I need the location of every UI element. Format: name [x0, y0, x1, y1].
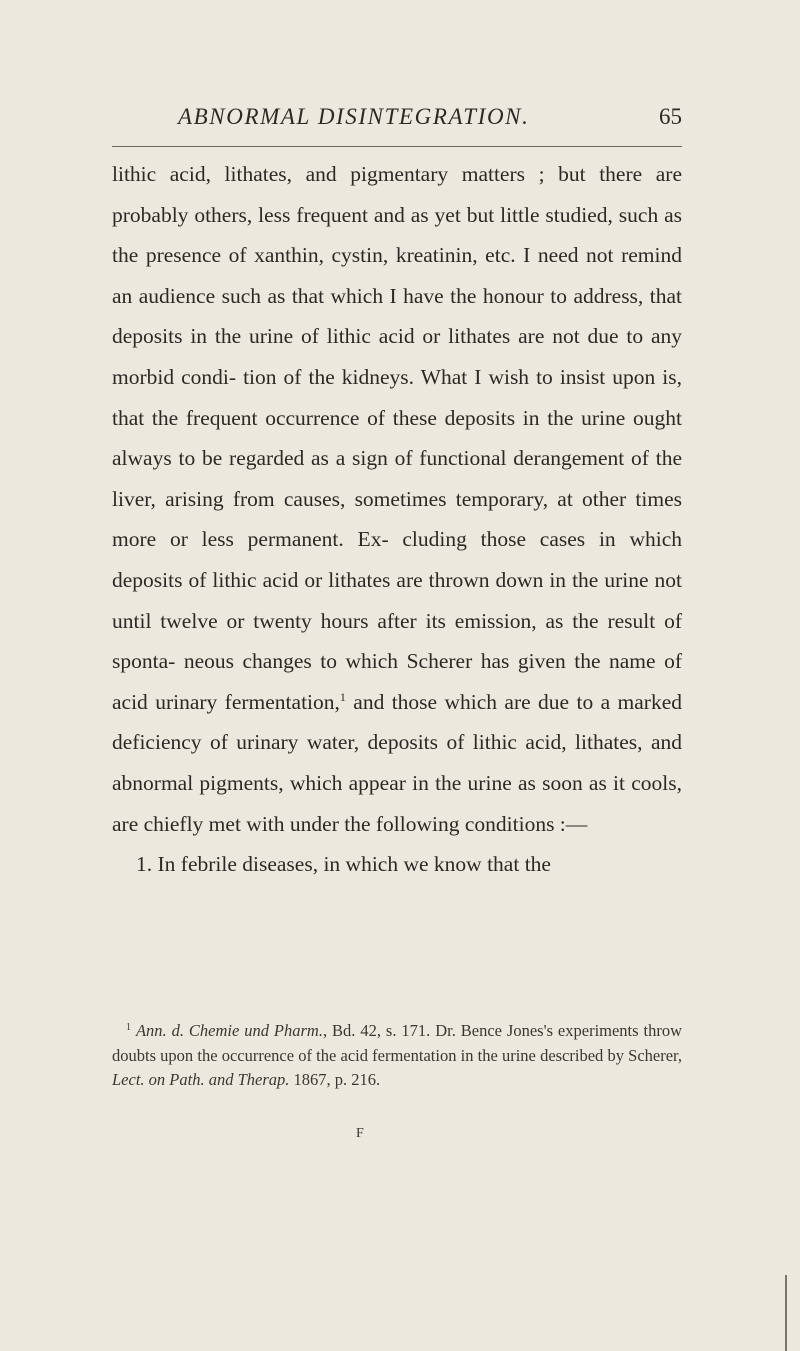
running-title: ABNORMAL DISINTEGRATION.	[178, 104, 530, 129]
footnote-text-end: 1867, p. 216.	[289, 1070, 381, 1089]
header-rule	[112, 146, 682, 147]
footnote-source: Ann. d. Chemie und Pharm.	[135, 1021, 323, 1040]
body-text	[112, 154, 682, 885]
signature-mark: F	[356, 1126, 364, 1141]
page-header	[112, 98, 682, 138]
footnote	[112, 1016, 682, 1093]
paragraph-text: lithic acid, lithates, and pigmentary matters ; but there are probably others, less frequent and as yet but little studied, such as the presence of xanthin, cystin, kreatinin, etc. I need not remind an audience such as that which I have the honour to address, that deposits in the urine of lithic acid or lithates are not due to any morbid condi- tion of the kidneys. What I wish to insist upon is, that the frequent occurrence of these deposits in the urine ought always to be regarded as a sign of functional derangement of the liver, arising from causes, sometimes temporary, at other times more or less permanent. Ex- cluding those cases in which deposits of lithic acid or lithates are thrown down in the urine not until twelve or twenty hours after its emission, as the result of sponta- neous changes to which Scherer has given the name of acid urinary fermentation,	[112, 162, 682, 714]
paragraph	[112, 154, 682, 844]
footnote-mark: 1	[126, 1022, 131, 1033]
footnote-reference-title: Lect. on Path. and Therap.	[112, 1070, 290, 1089]
page-number: 65	[659, 104, 682, 129]
enumerated-paragraph: 1. In febrile diseases, in which we know that the	[136, 852, 551, 877]
footnotes	[112, 1016, 682, 1093]
footnote-reference: 1	[339, 689, 346, 704]
binding-edge	[785, 1275, 787, 1351]
paragraph-text-continued: and those which are due to a marked deficiency of urinary water, deposits of lithic acid, lithates, and abnormal pigments, which appear in the urine as soon as it cools, are chiefly met with under the following conditions :—	[112, 689, 682, 836]
footnote-text: , Bd. 42, s. 171. Dr. Bence Jones's experiments throw doubts upon the occurrence of the acid fermentation in the urine described by Scherer,	[112, 1021, 682, 1065]
